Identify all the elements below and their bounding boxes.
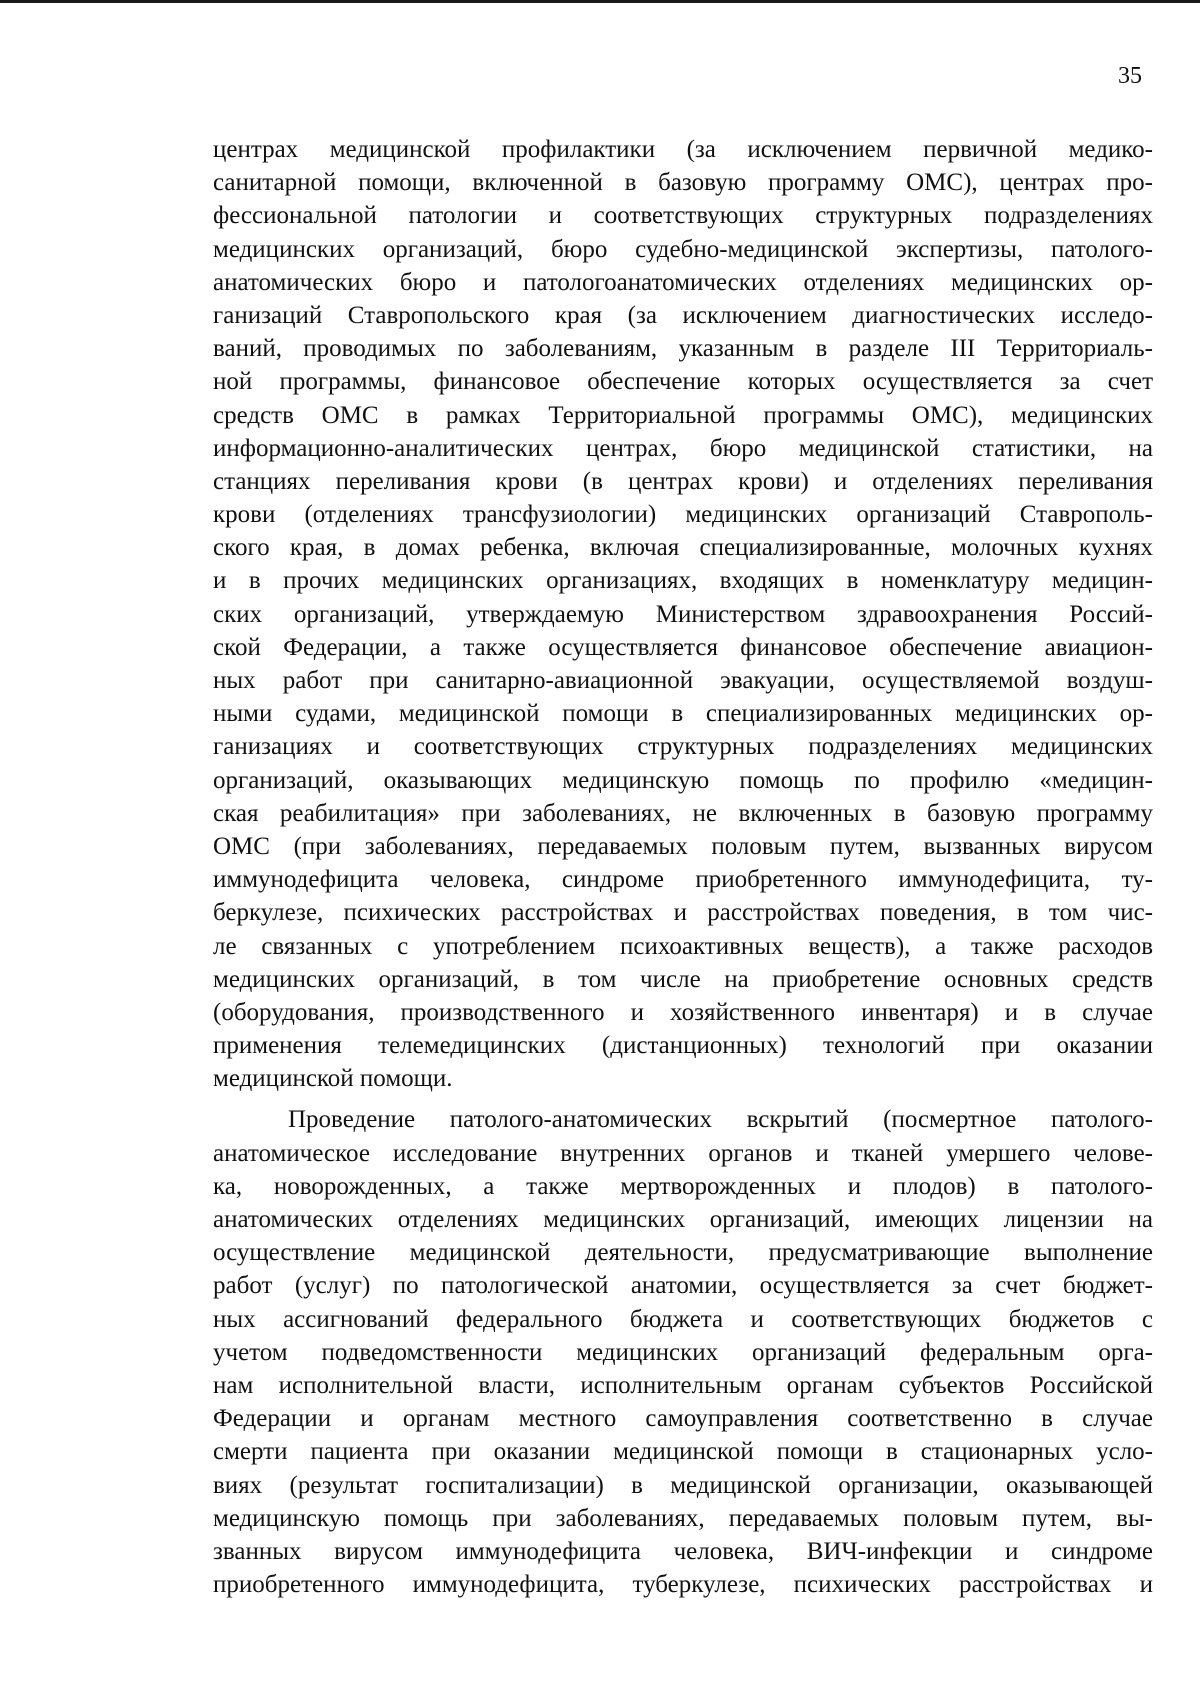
text-line: медицинскую помощь при заболеваниях, передаваемых половым путем, вы- [213, 1504, 1153, 1532]
text-line: фессиональной патологии и соответствующих структурных подразделениях [213, 202, 1153, 230]
text-line: ка, новорожденных, а также мертворожденных и плодов) в патолого- [213, 1172, 1153, 1200]
text-line: ваний, проводимых по заболеваниям, указанным в разделе III Территориаль- [213, 335, 1153, 363]
text-line: ОМС (при заболеваниях, передаваемых половым путем, вызванных вирусом [213, 832, 1153, 860]
text-line: званных вирусом иммунодефицита человека, ВИЧ-инфекции и синдроме [213, 1537, 1153, 1565]
text-line: анатомических бюро и патологоанатомических отделениях медицинских ор- [213, 268, 1153, 296]
text-line: ганизаций Ставропольского края (за исключением диагностических исследо- [213, 301, 1153, 329]
text-line: медицинской помощи. [213, 1065, 453, 1093]
text-line: применения телемедицинских (дистанционных) технологий при оказании [213, 1032, 1153, 1060]
text-line: санитарной помощи, включенной в базовую программу ОМС), центрах про- [213, 169, 1153, 197]
text-line: ганизациях и соответствующих структурных подразделениях медицинских [213, 733, 1153, 761]
text-line: нам исполнительной власти, исполнительным органам субъектов Российской [213, 1371, 1153, 1399]
text-line: организаций, оказывающих медицинскую помощь по профилю «медицин- [213, 766, 1153, 794]
text-line: ских организаций, утверждаемую Министерством здравоохранения Россий- [213, 600, 1153, 628]
text-line: медицинских организаций, бюро судебно-медицинской экспертизы, патолого- [213, 235, 1153, 263]
text-line: ле связанных с употреблением психоактивных веществ), а также расходов [213, 932, 1153, 960]
text-line: приобретенного иммунодефицита, туберкулезе, психических расстройствах и [213, 1571, 1153, 1599]
text-line: ных ассигнований федерального бюджета и соответствующих бюджетов с [213, 1305, 1153, 1333]
text-line: (оборудования, производственного и хозяйственного инвентаря) и в случае [213, 998, 1153, 1026]
scan-top-edge [0, 0, 1200, 3]
paragraph-2 [213, 1103, 1153, 1601]
text-line: ными судами, медицинской помощи в специализированных медицинских ор- [213, 700, 1153, 728]
text-line: средств ОМС в рамках Территориальной программы ОМС), медицинских [213, 401, 1153, 429]
text-line: анатомических отделениях медицинских организаций, имеющих лицензии на [213, 1206, 1153, 1233]
text-line: ской Федерации, а также осуществляется финансовое обеспечение авиацион- [213, 633, 1153, 661]
text-line: информационно-аналитических центрах, бюро медицинской статистики, на [213, 434, 1153, 462]
text-line: ского края, в домах ребенка, включая специализированные, молочных кухнях [213, 534, 1153, 562]
text-line: учетом подведомственности медицинских организаций федеральным орга- [213, 1338, 1153, 1366]
text-line: виях (результат госпитализации) в медицинской организации, оказывающей [213, 1471, 1153, 1499]
text-line: работ (услуг) по патологической анатомии, осуществляется за счет бюджет- [213, 1272, 1153, 1300]
text-line: анатомическое исследование внутренних органов и тканей умершего челове- [213, 1139, 1153, 1167]
text-line-first: Проведение патолого-анатомических вскрытий (посмертное патолого- [288, 1106, 1153, 1134]
text-line: иммунодефицита человека, синдроме приобретенного иммунодефицита, ту- [213, 866, 1153, 894]
text-line: ская реабилитация» при заболеваниях, не включенных в базовую программу [213, 799, 1153, 827]
text-line: центрах медицинской профилактики (за исключением первичной медико- [213, 136, 1153, 163]
document-body [213, 133, 1153, 1601]
text-line: смерти пациента при оказании медицинской помощи в стационарных усло- [213, 1438, 1153, 1466]
paragraph-1 [213, 133, 1153, 1095]
text-line: ной программы, финансовое обеспечение которых осуществляется за счет [213, 368, 1153, 396]
text-line: станциях переливания крови (в центрах крови) и отделениях переливания [213, 467, 1153, 495]
text-line: и в прочих медицинских организациях, входящих в номенклатуру медицин- [213, 567, 1153, 595]
text-line: ных работ при санитарно-авиационной эвакуации, осуществляемой воздуш- [213, 667, 1153, 694]
text-line: Федерации и органам местного самоуправления соответственно в случае [213, 1405, 1153, 1433]
text-line: осуществление медицинской деятельности, предусматривающие выполнение [213, 1239, 1153, 1267]
paragraph-spacer [213, 1095, 1153, 1103]
text-line: беркулезе, психических расстройствах и расстройствах поведения, в том чис- [213, 899, 1153, 927]
text-line: крови (отделениях трансфузиологии) медицинских организаций Ставрополь- [213, 501, 1153, 529]
text-line: медицинских организаций, в том числе на приобретение основных средств [213, 965, 1153, 993]
page-number: 35 [1118, 63, 1142, 89]
